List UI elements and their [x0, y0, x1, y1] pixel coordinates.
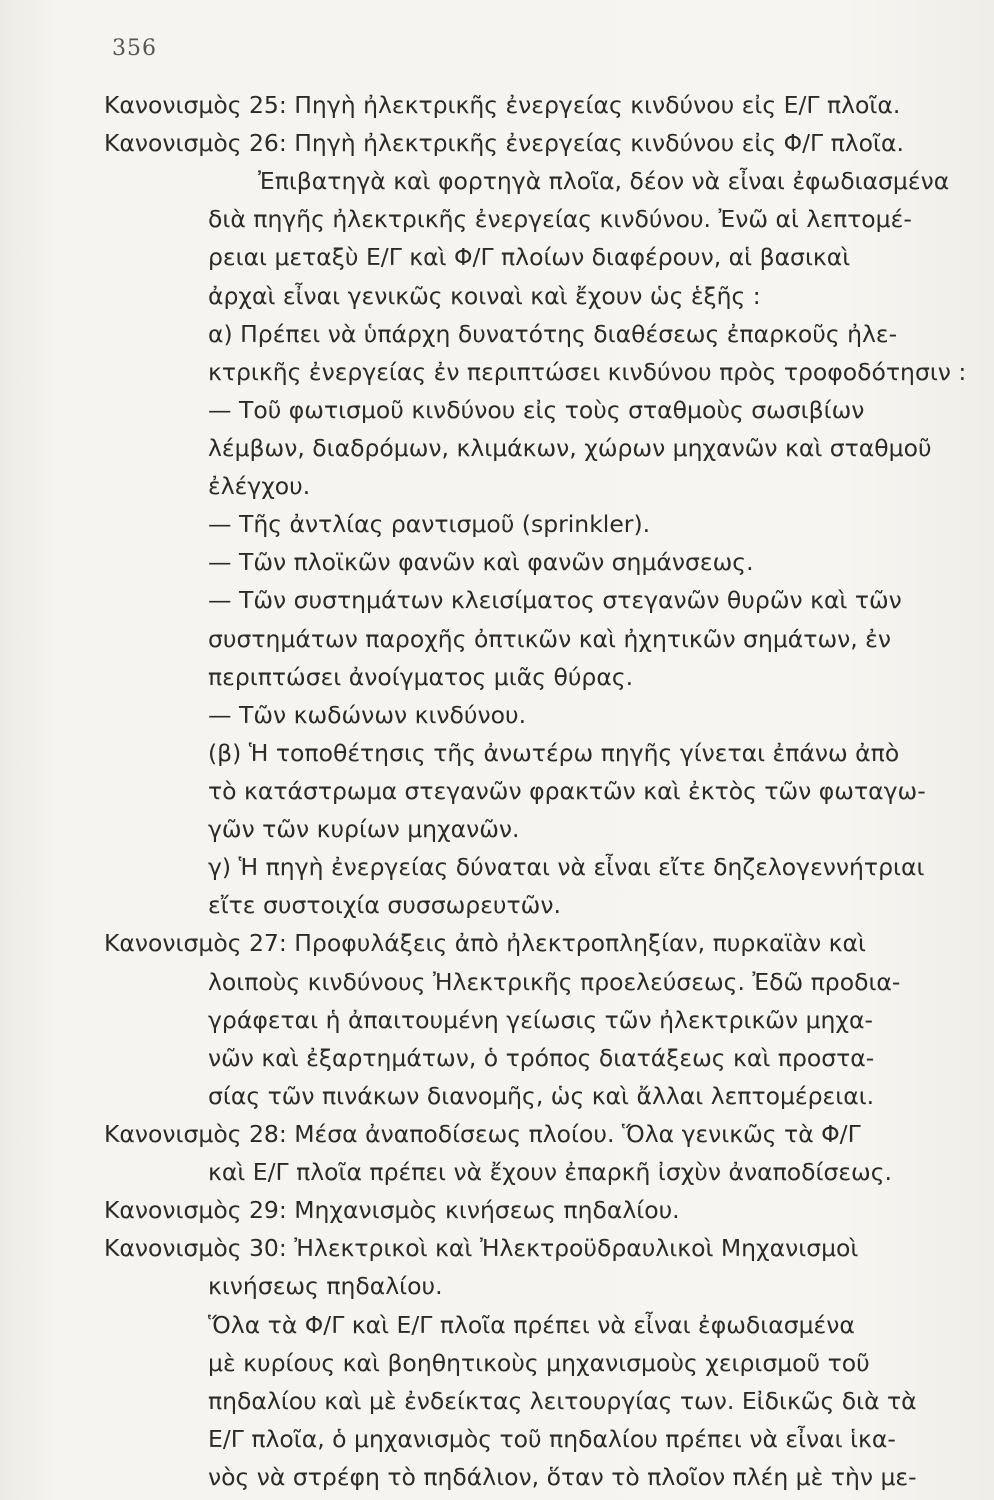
text-line: τὸ κατάστρωμα στεγανῶν φρακτῶν καὶ ἐκτὸς τῶν φωταγω-: [208, 777, 926, 805]
text-line: Ε/Γ πλοῖα, ὁ μηχανισμὸς τοῦ πηδαλίου πρέπει νὰ εἶναι ἱκα-: [208, 1424, 896, 1453]
text-line: α) Πρέπει νὰ ὑπάρχη δυνατότης διαθέσεως ἐπαρκοῦς ἠλε-: [208, 319, 898, 348]
text-line: — Τῆς ἀντλίας ραντισμοῦ (sprinkler).: [208, 510, 651, 539]
text-line: — Τοῦ φωτισμοῦ κινδύνου εἰς τοὺς σταθμοὺς σωσιβίων: [208, 395, 865, 424]
text-line: νὸς νὰ στρέφη τὸ πηδάλιον, ὅταν τὸ πλοῖον πλέη μὲ τὴν με-: [208, 1463, 917, 1491]
text-line: περιπτώσει ἀνοίγματος μιᾶς θύρας.: [208, 662, 634, 691]
text-line: μὲ κυρίους καὶ βοηθητικοὺς μηχανισμοὺς χειρισμοῦ τοῦ: [208, 1348, 870, 1377]
text-line: καὶ Ε/Γ πλοῖα πρέπει νὰ ἔχουν ἐπαρκῆ ἰσχὺν ἀναποδίσεως.: [208, 1158, 893, 1187]
text-line: γράφεται ἡ ἀπαιτουμένη γείωσις τῶν ἠλεκτρικῶν μηχα-: [208, 1005, 873, 1034]
text-line: ρειαι μεταξὺ Ε/Γ καὶ Φ/Γ πλοίων διαφέρουν, αἱ βασικαὶ: [208, 243, 851, 272]
page-number: 356: [112, 36, 157, 61]
text-line: Κανονισμὸς 26: Πηγὴ ἠλεκτρικῆς ἐνεργείας κινδύνου εἰς Φ/Γ πλοῖα.: [104, 129, 904, 158]
text-line: Κανονισμὸς 30: Ἠλεκτρικοὶ καὶ Ἠλεκτροϋδραυλικοὶ Μηχανισμοὶ: [104, 1234, 859, 1263]
text-line: ἀρχαὶ εἶναι γενικῶς κοιναὶ καὶ ἔχουν ὡς ἑξῆς :: [208, 281, 761, 310]
text-line: Κανονισμὸς 25: Πηγὴ ἠλεκτρικῆς ἐνεργείας κινδύνου εἰς Ε/Γ πλοῖα.: [104, 91, 901, 119]
text-line: κτρικῆς ἐνεργείας ἐν περιπτώσει κινδύνου πρὸς τροφοδότησιν :: [208, 357, 967, 386]
text-line: Κανονισμὸς 27: Προφυλάξεις ἀπὸ ἠλεκτροπληξίαν, πυρκαϊὰν καὶ: [104, 929, 866, 958]
text-line: λοιποὺς κινδύνους Ἠλεκτρικῆς προελεύσεως. Ἐδῶ προδια-: [208, 967, 901, 996]
text-line: — Τῶν πλοϊκῶν φανῶν καὶ φανῶν σημάνσεως.: [208, 548, 754, 577]
text-line: — Τῶν κωδώνων κινδύνου.: [208, 700, 527, 729]
text-line: συστημάτων παροχῆς ὀπτικῶν καὶ ἠχητικῶν σημάτων, ἐν: [208, 624, 892, 653]
text-line: νῶν καὶ ἐξαρτημάτων, ὁ τρόπος διατάξεως καὶ προστα-: [208, 1043, 875, 1072]
text-line: ἐλέγχου.: [208, 472, 311, 501]
text-line: γ) Ἡ πηγὴ ἐνεργείας δύναται νὰ εἶναι εἴτε δηζελογεννήτριαι: [208, 853, 925, 882]
text-line: — Τῶν συστημάτων κλεισίματος στεγανῶν θυρῶν καὶ τῶν: [208, 586, 902, 615]
text-line: Κανονισμὸς 28: Μέσα ἀναποδίσεως πλοίου. Ὅλα γενικῶς τὰ Φ/Γ: [104, 1120, 861, 1148]
text-line: γῶν τῶν κυρίων μηχανῶν.: [208, 815, 520, 844]
text-line: σίας τῶν πινάκων διανομῆς, ὡς καὶ ἄλλαι λεπτομέρειαι.: [208, 1081, 875, 1110]
text-line: διὰ πηγῆς ἠλεκτρικῆς ἐνεργείας κινδύνου. Ἐνῶ αἱ λεπτομέ-: [208, 205, 912, 234]
text-line: (β) Ἡ τοποθέτησις τῆς ἀνωτέρω πηγῆς γίνεται ἐπάνω ἀπὸ: [208, 738, 900, 767]
text-line: Ὅλα τὰ Φ/Γ καὶ Ε/Γ πλοῖα πρέπει νὰ εἶναι ἐφωδιασμένα: [208, 1310, 855, 1339]
text-line: λέμβων, διαδρόμων, κλιμάκων, χώρων μηχανῶν καὶ σταθμοῦ: [208, 434, 932, 462]
text-line: Ἐπιβατηγὰ καὶ φορτηγὰ πλοῖα, δέον νὰ εἶναι ἐφωδιασμένα: [258, 167, 950, 196]
text-line: κινήσεως πηδαλίου.: [208, 1272, 443, 1301]
text-line: Κανονισμὸς 29: Μηχανισμὸς κινήσεως πηδαλίου.: [104, 1196, 680, 1225]
text-line: πηδαλίου καὶ μὲ ἐνδείκτας λειτουργίας των. Εἰδικῶς διὰ τὰ: [208, 1386, 917, 1415]
text-line: εἴτε συστοιχία συσσωρευτῶν.: [208, 891, 561, 920]
